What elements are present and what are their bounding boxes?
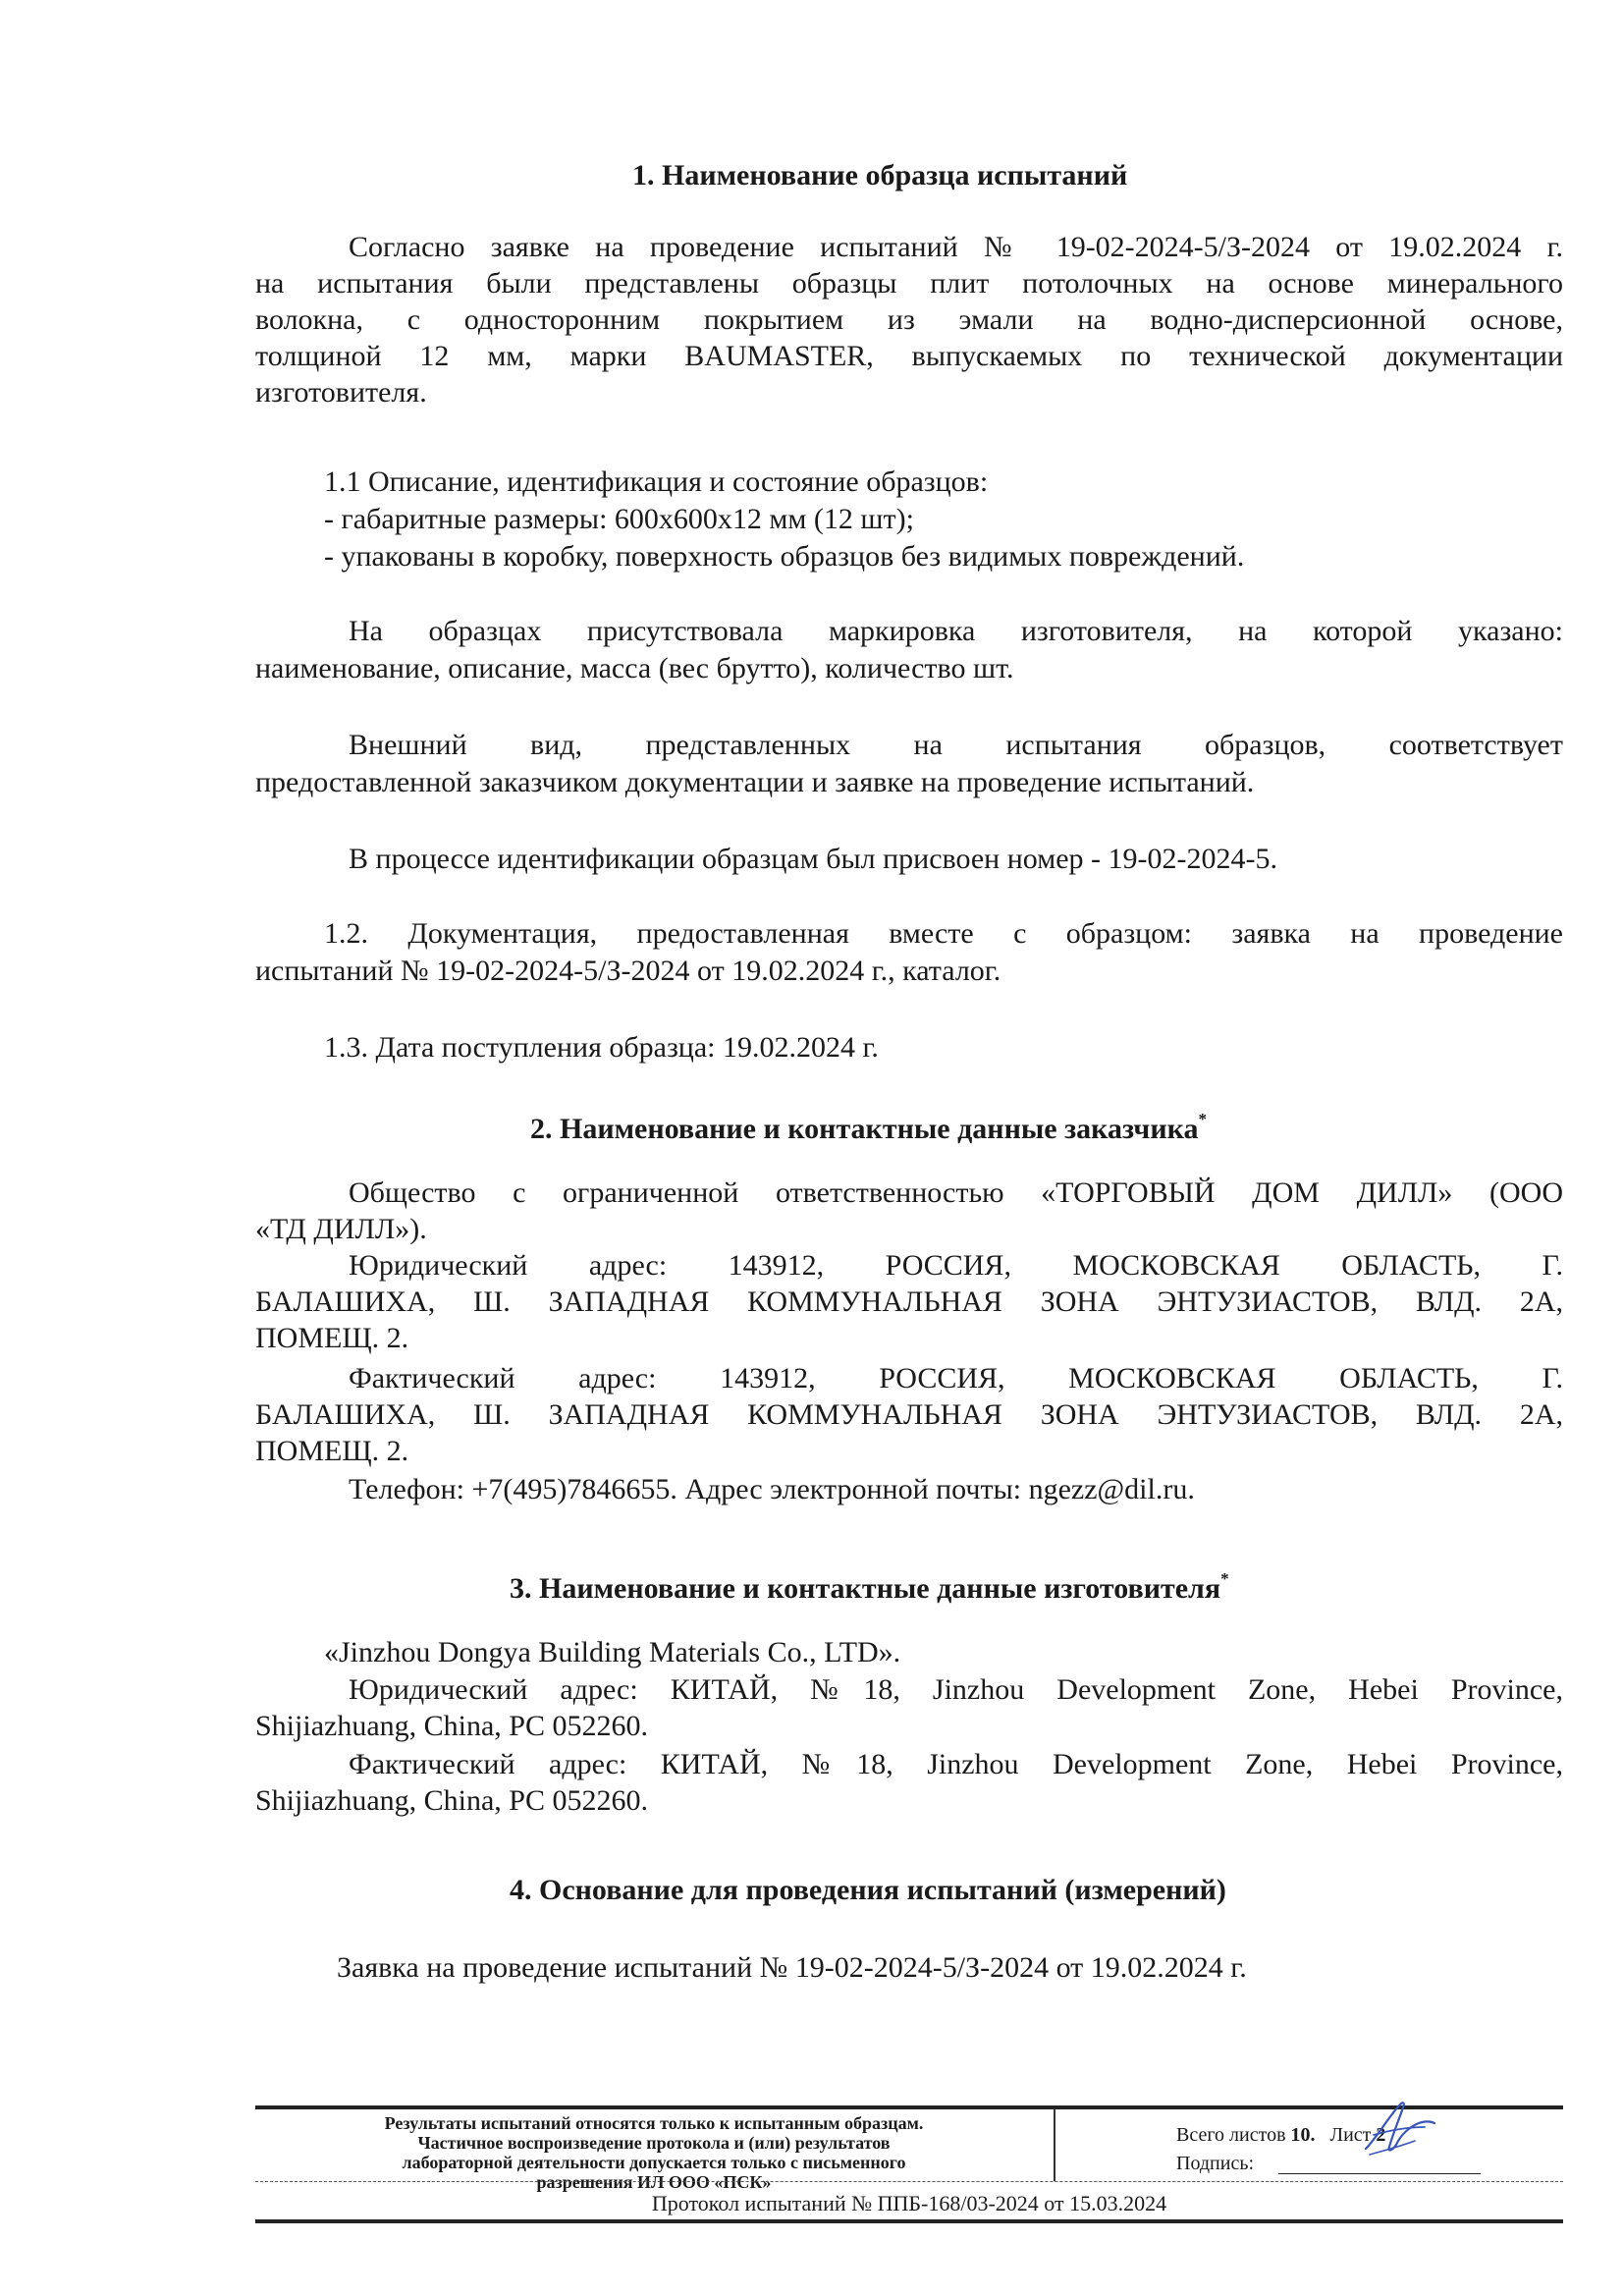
text-line: толщиной 12 мм, марки BAUMASTER, выпускаемых по технической документации (255, 340, 1563, 372)
section-3-heading (510, 1560, 1229, 1607)
sheet-counter (1176, 2124, 1385, 2147)
customer-actual-address (255, 1360, 1563, 1473)
text-line: Юридический адрес: 143912, РОССИЯ, МОСКОВСКАЯ ОБЛАСТЬ, Г. (349, 1249, 1563, 1282)
customer-legal-address (255, 1247, 1563, 1360)
identification-paragraph: В процессе идентификации образцам был присвоен номер - 19-02-2024-5. (349, 843, 1277, 875)
dimensions-item: - габаритные размеры: 600х600х12 мм (12 шт); (324, 503, 914, 535)
text-line: Общество с ограниченной ответственностью «ТОРГОВЫЙ ДОМ ДИЛЛ» (ООО (349, 1176, 1563, 1209)
text-line: Shijiazhuang, China, PC 052260. (255, 1710, 648, 1742)
disclaimer-line: Частичное воспроизведение протокола и (или) результатов (417, 2133, 891, 2153)
section-2-heading (530, 1101, 1207, 1147)
text-line: Shijiazhuang, China, PC 052260. (255, 1784, 648, 1817)
protocol-reference: Протокол испытаний № ППБ-168/03-2024 от 15.03.2024 (651, 2191, 1167, 2215)
manufacturer-actual-address (255, 1746, 1563, 1825)
disclaimer-line: лабораторной деятельности допускается только с письменного (402, 2153, 906, 2172)
subsection-1-1-title: 1.1 Описание, идентификация и состояние образцов: (324, 465, 989, 498)
marking-paragraph (255, 613, 1563, 691)
signature-label: Подпись: (1176, 2153, 1255, 2174)
subsection-1-3: 1.3. Дата поступления образца: 19.02.2024 г. (324, 1031, 879, 1064)
text-line: на испытания были представлены образцы плит потолочных на основе минерального (255, 267, 1563, 300)
text-line: ПОМЕЩ. 2. (255, 1322, 409, 1354)
disclaimer-line: Результаты испытаний относятся только к испытанным образцам. (384, 2113, 924, 2133)
text-line: На образцах присутствовала маркировка изготовителя, на которой указано: (349, 615, 1563, 647)
footer-divider (1054, 2108, 1055, 2181)
footer-mid-rule (255, 2181, 1563, 2182)
text-line: ПОМЕЩ. 2. (255, 1435, 409, 1467)
text-line: 1.2. Документация, предоставленная вместе с образцом: заявка на проведение (324, 917, 1563, 950)
section-1-heading: 1. Наименование образца испытаний (632, 159, 1128, 191)
text-line: Фактический адрес: КИТАЙ, №18, Jinzhou Development Zone, Hebei Province, (349, 1748, 1563, 1780)
text-line: Согласно заявке на проведение испытаний № 19-02-2024-5/З-2024 от 19.02.2024 г. (349, 231, 1563, 263)
sheets-label: Всего листов (1176, 2124, 1286, 2146)
text-line: Фактический адрес: 143912, РОССИЯ, МОСКОВСКАЯ ОБЛАСТЬ, Г. (349, 1362, 1563, 1394)
customer-contacts: Телефон: +7(495)7846655. Адрес электронной почты: ngezz@dil.ru. (349, 1473, 1195, 1505)
appearance-paragraph (255, 727, 1563, 805)
text-line: Юридический адрес: КИТАЙ, №18, Jinzhou Development Zone, Hebei Province, (349, 1673, 1563, 1706)
customer-name (255, 1175, 1563, 1253)
text-line: БАЛАШИХА, Ш. ЗАПАДНАЯ КОММУНАЛЬНАЯ ЗОНА ЭНТУЗИАСТОВ, ВЛД. 2А, (255, 1398, 1563, 1431)
packaging-item: - упакованы в коробку, поверхность образцов без видимых повреждений. (324, 540, 1245, 573)
signature-icon (1360, 2098, 1438, 2159)
text-line: волокна, с односторонним покрытием из эмали на водно-дисперсионной основе, (255, 303, 1563, 336)
section-3-heading-text: 3. Наименование и контактные данные изготовителя (510, 1572, 1221, 1605)
footer-disclaimer (257, 2113, 1051, 2192)
footnote-marker: * (1198, 1110, 1207, 1128)
section-2-heading-text: 2. Наименование и контактные данные заказчика (530, 1113, 1199, 1145)
text-line: изготовителя. (255, 376, 427, 409)
disclaimer-line: разрешения ИЛ ООО «ПСК» (536, 2172, 772, 2192)
manufacturer-legal-address (255, 1671, 1563, 1750)
sheets-total: 10. (1290, 2124, 1316, 2146)
subsection-1-2 (255, 915, 1563, 994)
text-line: предоставленной заказчиком документации и заявке на проведение испытаний. (255, 766, 1255, 798)
sheet-number: 2 (1376, 2124, 1386, 2146)
text-line: «ТД ДИЛЛ»). (255, 1213, 427, 1245)
text-line: Внешний вид, представленных на испытания образцов, соответствует (349, 729, 1563, 761)
section-4-heading: 4. Основание для проведения испытаний (измерений) (510, 1874, 1226, 1906)
text-line: БАЛАШИХА, Ш. ЗАПАДНАЯ КОММУНАЛЬНАЯ ЗОНА ЭНТУЗИАСТОВ, ВЛД. 2А, (255, 1285, 1563, 1318)
manufacturer-name: «Jinzhou Dongya Building Materials Co., LTD». (324, 1636, 901, 1668)
text-line: испытаний № 19-02-2024-5/З-2024 от 19.02.2024 г., каталог. (255, 955, 1001, 987)
section-1-paragraph (255, 229, 1563, 415)
footnote-marker: * (1220, 1569, 1229, 1588)
signature-line (1278, 2173, 1481, 2174)
text-line: наименование, описание, масса (вес брутто), количество шт. (255, 652, 1014, 684)
test-basis: Заявка на проведение испытаний № 19-02-2024-5/З-2024 от 19.02.2024 г. (337, 1951, 1247, 1984)
footer-bottom-rule (255, 2219, 1563, 2223)
sheet-label: Лист (1329, 2124, 1372, 2146)
